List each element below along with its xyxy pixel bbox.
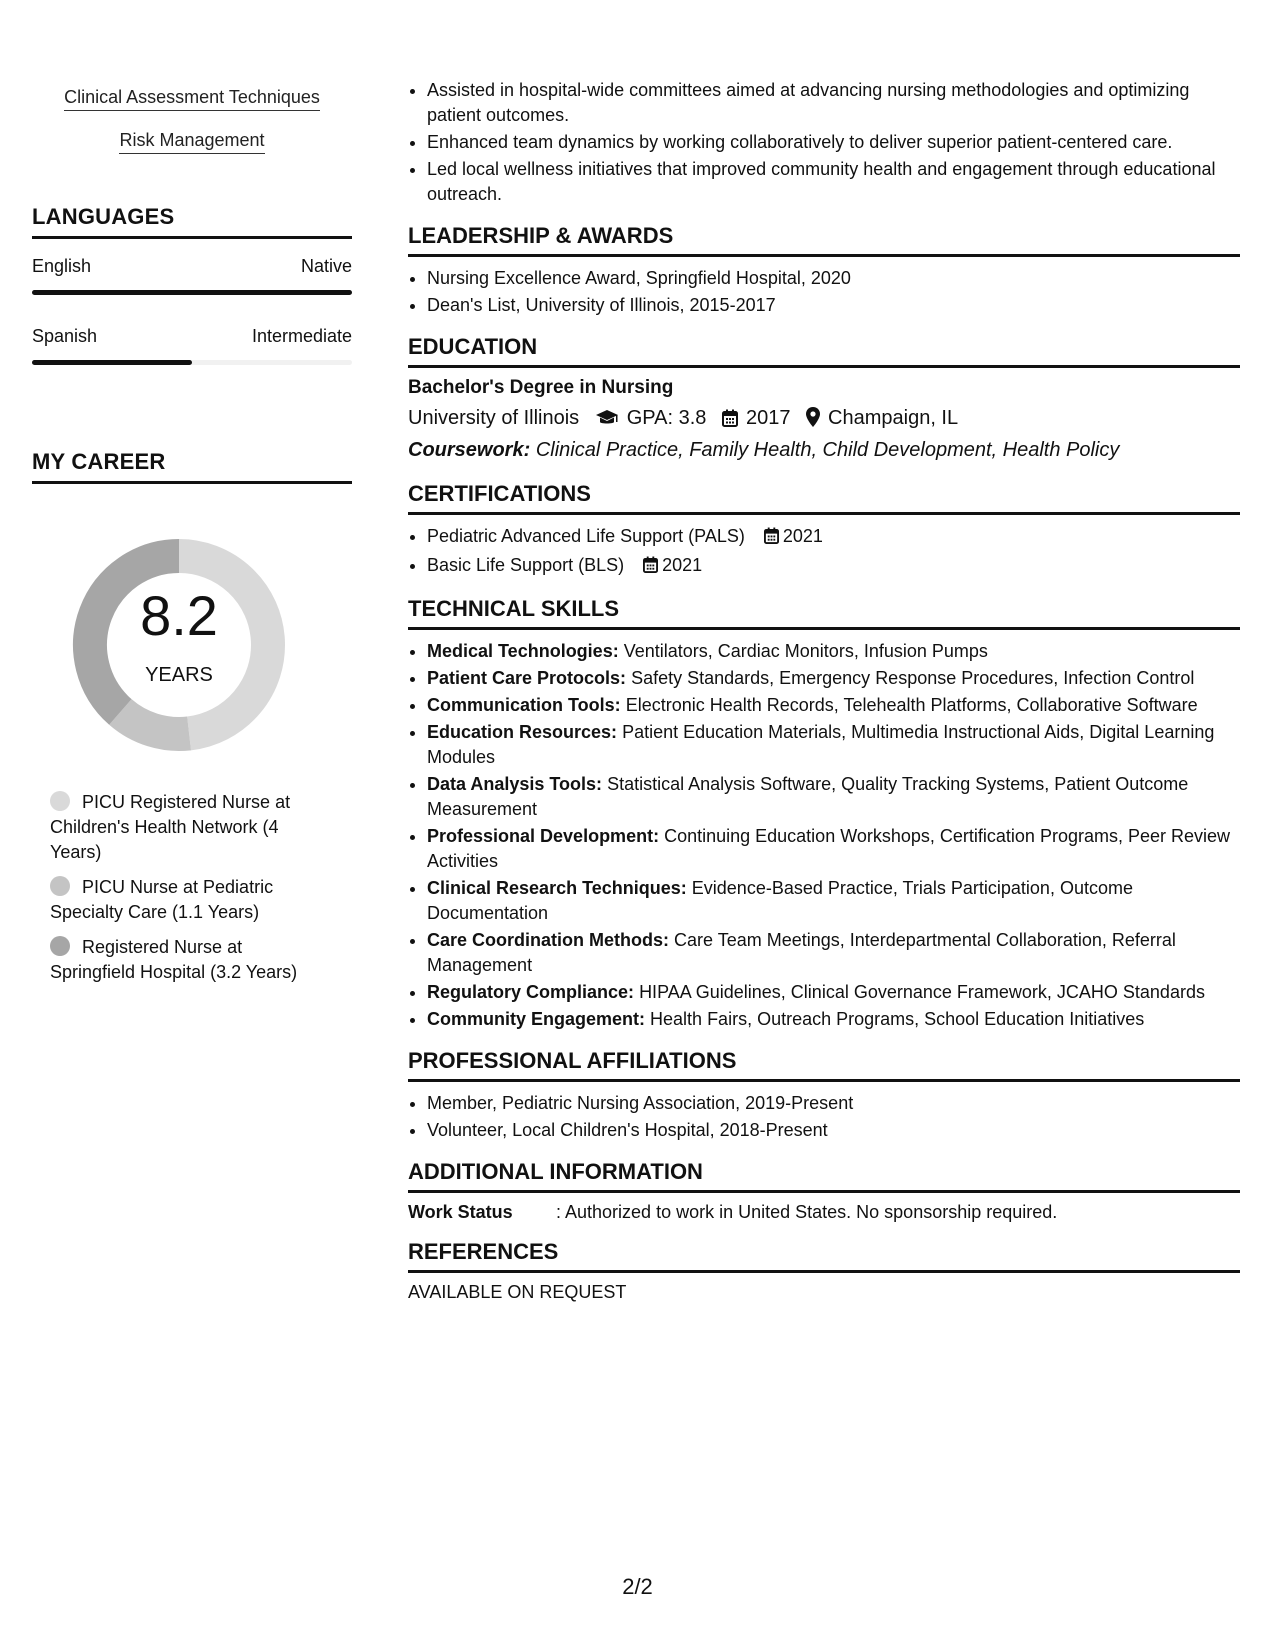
work-status-row: [408, 1202, 1240, 1223]
language-bar-fill: [32, 360, 192, 365]
skill-tag: Risk Management: [119, 130, 264, 154]
affiliations-list: [408, 1091, 1240, 1143]
page-number: 2/2: [622, 1574, 653, 1599]
career-total-unit: YEARS: [145, 664, 213, 686]
additional-info-heading: ADDITIONAL INFORMATION: [408, 1159, 1240, 1193]
map-pin-icon: [806, 407, 820, 435]
technical-skill-item: [427, 876, 1240, 926]
awards-heading: LEADERSHIP & AWARDS: [408, 223, 1240, 257]
technical-skill-item: [427, 824, 1240, 874]
skill-label: Data Analysis Tools:: [427, 774, 603, 794]
experience-bullet: • Assisted in hospital-wide committees aimed at advancing nursing methodologies and optimizing patient outcomes.: [427, 78, 1240, 128]
technical-skill-item: [427, 772, 1240, 822]
skill-text: Care Team Meetings, Interdepartmental Collaboration, Referral Management: [427, 930, 1176, 975]
legend-dot-icon: [50, 936, 70, 956]
language-name: Spanish: [32, 326, 98, 346]
calendar-icon: [643, 555, 658, 580]
certification-item: [427, 553, 1240, 580]
language-name: English: [32, 256, 92, 276]
skill-text: HIPAA Guidelines, Clinical Governance Framework, JCAHO Standards: [639, 982, 1205, 1002]
career-legend-item: [50, 875, 320, 925]
technical-skill-item: [427, 928, 1240, 978]
award-item: • Dean's List, University of Illinois, 2015-2017: [427, 293, 1240, 318]
career-item-text: PICU Nurse at Pediatric Specialty Care (1.1 Years): [50, 877, 274, 922]
coursework-label: Coursework:: [408, 439, 531, 461]
language-bar: [32, 290, 352, 295]
education-details: [408, 404, 1240, 435]
skill-text: Ventilators, Cardiac Monitors, Infusion Pumps: [623, 641, 988, 661]
education-heading: EDUCATION: [408, 334, 1240, 368]
technical-skill-item: [427, 639, 1240, 664]
work-status-value: : Authorized to work in United States. No sponsorship required.: [556, 1202, 1058, 1222]
skill-text: Evidence-Based Practice, Trials Participation, Outcome Documentation: [427, 878, 1133, 923]
certification-date: [643, 553, 702, 580]
career-item-text: Registered Nurse at Springfield Hospital (3.2 Years): [50, 937, 298, 982]
calendar-icon: [764, 526, 779, 551]
education-location: Champaign, IL: [828, 407, 959, 429]
skill-label: Communication Tools:: [427, 695, 621, 715]
language-bar: [32, 360, 352, 365]
career-total-value: 8.2: [140, 584, 218, 647]
career-legend-item: [50, 790, 320, 865]
experience-bullet: • Led local wellness initiatives that improved community health and engagement through educational outreach.: [427, 157, 1240, 207]
certification-year: 2021: [782, 526, 823, 546]
skill-label: Care Coordination Methods:: [427, 930, 669, 950]
career-item-text: PICU Registered Nurse at Children's Health Network (4 Years): [50, 792, 291, 862]
language-bar-fill: [32, 290, 352, 295]
education-coursework: [408, 435, 1240, 465]
skill-label: Clinical Research Techniques:: [427, 878, 687, 898]
certification-date: [764, 524, 823, 551]
languages-heading: LANGUAGES: [32, 204, 352, 239]
certifications-heading: CERTIFICATIONS: [408, 481, 1240, 515]
references-heading: REFERENCES: [408, 1239, 1240, 1273]
main-column: [408, 78, 1240, 1303]
technical-skill-item: [427, 1007, 1240, 1032]
skill-text: Health Fairs, Outreach Programs, School Education Initiatives: [650, 1009, 1145, 1029]
experience-bullets: [408, 78, 1240, 207]
experience-bullet: • Enhanced team dynamics by working collaboratively to deliver superior patient-centered care.: [427, 130, 1240, 155]
skill-text: Electronic Health Records, Telehealth Platforms, Collaborative Software: [625, 695, 1198, 715]
career-legend-item: [50, 935, 320, 985]
education-degree: Bachelor's Degree in Nursing: [408, 377, 674, 398]
technical-skills-heading: TECHNICAL SKILLS: [408, 596, 1240, 630]
education-gpa: GPA: 3.8: [626, 407, 707, 429]
education-year: 2017: [745, 407, 791, 429]
calendar-icon: [722, 407, 738, 435]
skill-label: Regulatory Compliance:: [427, 982, 635, 1002]
technical-skill-item: [427, 720, 1240, 770]
skill-text: Continuing Education Workshops, Certification Programs, Peer Review Activities: [427, 826, 1231, 871]
skill-label: Patient Care Protocols:: [427, 668, 627, 688]
skill-tags: [32, 87, 352, 173]
graduation-cap-icon: [595, 407, 619, 435]
work-status-label: Work Status: [408, 1202, 513, 1222]
career-legend: [50, 790, 320, 995]
award-item: • Nursing Excellence Award, Springfield Hospital, 2020: [427, 266, 1240, 291]
affiliations-heading: PROFESSIONAL AFFILIATIONS: [408, 1048, 1240, 1082]
awards-list: [408, 266, 1240, 318]
career-donut-segment: [120, 712, 189, 734]
skill-text: Statistical Analysis Software, Quality Tracking Systems, Patient Outcome Measurement: [427, 774, 1189, 819]
skill-label: Community Engagement:: [427, 1009, 646, 1029]
coursework-text: Clinical Practice, Family Health, Child Development, Health Policy: [535, 439, 1120, 461]
technical-skills-list: [408, 639, 1240, 1032]
career-heading: MY CAREER: [32, 449, 352, 484]
affiliation-item: • Member, Pediatric Nursing Association, 2019-Present: [427, 1091, 1240, 1116]
language-level: Native: [300, 256, 352, 276]
legend-dot-icon: [50, 791, 70, 811]
technical-skill-item: [427, 693, 1240, 718]
skill-tag: Clinical Assessment Techniques: [64, 87, 320, 111]
skill-label: Education Resources:: [427, 722, 618, 742]
skill-text: Safety Standards, Emergency Response Procedures, Infection Control: [631, 668, 1195, 688]
references-text: AVAILABLE ON REQUEST: [408, 1282, 627, 1302]
legend-dot-icon: [50, 876, 70, 896]
certification-name: Pediatric Advanced Life Support (PALS): [427, 526, 745, 546]
education-school: University of Illinois: [408, 407, 580, 429]
career-donut-chart: [64, 530, 294, 760]
certifications-list: [408, 524, 1240, 580]
certification-year: 2021: [662, 555, 703, 575]
skill-label: Medical Technologies:: [427, 641, 619, 661]
certification-name: Basic Life Support (BLS): [427, 555, 625, 575]
language-level: Intermediate: [251, 326, 352, 346]
affiliation-item: • Volunteer, Local Children's Hospital, 2018-Present: [427, 1118, 1240, 1143]
technical-skill-item: [427, 666, 1240, 691]
skill-label: Professional Development:: [427, 826, 660, 846]
certification-item: [427, 524, 1240, 551]
technical-skill-item: [427, 980, 1240, 1005]
skill-text: Patient Education Materials, Multimedia Instructional Aids, Digital Learning Modules: [427, 722, 1215, 767]
